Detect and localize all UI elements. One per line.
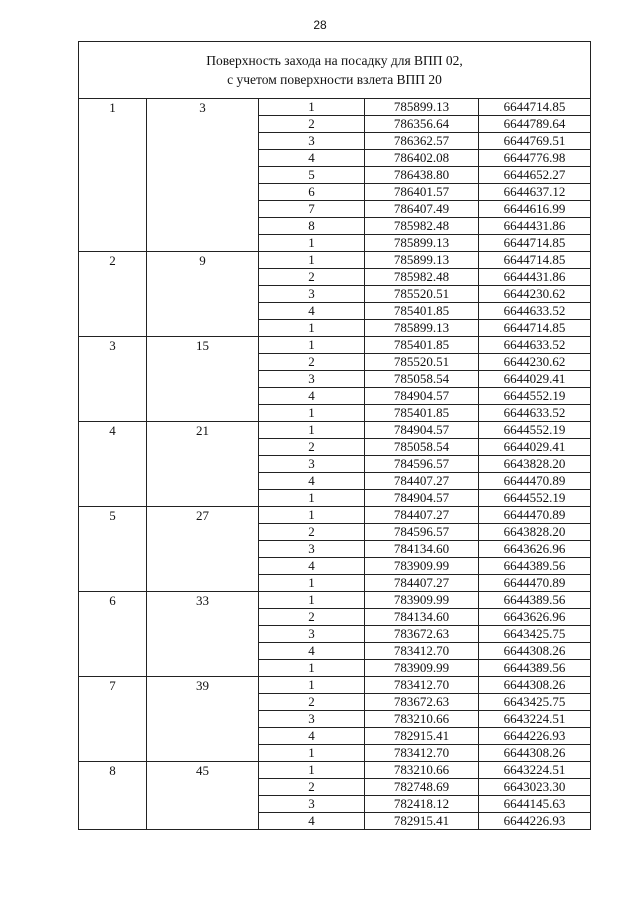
y-coordinate-cell: 6643425.75 [479, 694, 591, 711]
point-number-cell: 1 [259, 337, 365, 354]
point-number-cell: 4 [259, 473, 365, 490]
point-number-cell: 2 [259, 609, 365, 626]
y-coordinate-cell: 6644308.26 [479, 745, 591, 762]
y-coordinate-cell: 6644714.85 [479, 99, 591, 116]
y-coordinate-cell: 6643626.96 [479, 541, 591, 558]
group-id-cell: 21 [147, 422, 259, 507]
y-coordinate-cell: 6644145.63 [479, 796, 591, 813]
x-coordinate-cell: 785058.54 [365, 439, 479, 456]
table-row [79, 337, 591, 354]
point-number-cell: 1 [259, 660, 365, 677]
x-coordinate-cell: 784134.60 [365, 541, 479, 558]
y-coordinate-cell: 6644637.12 [479, 184, 591, 201]
x-coordinate-cell: 785899.13 [365, 235, 479, 252]
table-row [79, 762, 591, 779]
x-coordinate-cell: 785982.48 [365, 269, 479, 286]
y-coordinate-cell: 6644616.99 [479, 201, 591, 218]
point-number-cell: 3 [259, 286, 365, 303]
x-coordinate-cell: 783210.66 [365, 762, 479, 779]
y-coordinate-cell: 6643224.51 [479, 711, 591, 728]
point-number-cell: 3 [259, 133, 365, 150]
x-coordinate-cell: 785401.85 [365, 405, 479, 422]
point-number-cell: 2 [259, 694, 365, 711]
x-coordinate-cell: 784407.27 [365, 575, 479, 592]
point-number-cell: 6 [259, 184, 365, 201]
point-number-cell: 1 [259, 507, 365, 524]
x-coordinate-cell: 785401.85 [365, 303, 479, 320]
x-coordinate-cell: 784904.57 [365, 388, 479, 405]
table-title-line-1: Поверхность захода на посадку для ВПП 02, [206, 53, 463, 68]
point-number-cell: 1 [259, 592, 365, 609]
group-number-cell: 6 [79, 592, 147, 677]
y-coordinate-cell: 6644308.26 [479, 677, 591, 694]
x-coordinate-cell: 782915.41 [365, 813, 479, 830]
point-number-cell: 2 [259, 354, 365, 371]
point-number-cell: 1 [259, 252, 365, 269]
x-coordinate-cell: 785058.54 [365, 371, 479, 388]
y-coordinate-cell: 6644431.86 [479, 218, 591, 235]
point-number-cell: 8 [259, 218, 365, 235]
point-number-cell: 3 [259, 796, 365, 813]
x-coordinate-cell: 785899.13 [365, 320, 479, 337]
x-coordinate-cell: 783909.99 [365, 592, 479, 609]
x-coordinate-cell: 784134.60 [365, 609, 479, 626]
x-coordinate-cell: 786356.64 [365, 116, 479, 133]
x-coordinate-cell: 785982.48 [365, 218, 479, 235]
x-coordinate-cell: 786402.08 [365, 150, 479, 167]
table-title-line-2: с учетом поверхности взлета ВПП 20 [227, 72, 442, 87]
table-row [79, 252, 591, 269]
point-number-cell: 1 [259, 490, 365, 507]
y-coordinate-cell: 6644714.85 [479, 235, 591, 252]
x-coordinate-cell: 785520.51 [365, 286, 479, 303]
x-coordinate-cell: 786438.80 [365, 167, 479, 184]
y-coordinate-cell: 6643828.20 [479, 456, 591, 473]
point-number-cell: 5 [259, 167, 365, 184]
y-coordinate-cell: 6644389.56 [479, 660, 591, 677]
y-coordinate-cell: 6644714.85 [479, 320, 591, 337]
point-number-cell: 2 [259, 779, 365, 796]
x-coordinate-cell: 785520.51 [365, 354, 479, 371]
point-number-cell: 1 [259, 762, 365, 779]
y-coordinate-cell: 6644470.89 [479, 507, 591, 524]
y-coordinate-cell: 6644226.93 [479, 813, 591, 830]
y-coordinate-cell: 6644226.93 [479, 728, 591, 745]
table-row [79, 507, 591, 524]
y-coordinate-cell: 6643425.75 [479, 626, 591, 643]
x-coordinate-cell: 784596.57 [365, 456, 479, 473]
group-number-cell: 1 [79, 99, 147, 252]
x-coordinate-cell: 784904.57 [365, 422, 479, 439]
y-coordinate-cell: 6644552.19 [479, 422, 591, 439]
y-coordinate-cell: 6643224.51 [479, 762, 591, 779]
x-coordinate-cell: 783672.63 [365, 626, 479, 643]
y-coordinate-cell: 6644633.52 [479, 405, 591, 422]
point-number-cell: 1 [259, 320, 365, 337]
x-coordinate-cell: 783412.70 [365, 677, 479, 694]
x-coordinate-cell: 782418.12 [365, 796, 479, 813]
group-number-cell: 4 [79, 422, 147, 507]
point-number-cell: 1 [259, 405, 365, 422]
y-coordinate-cell: 6644230.62 [479, 354, 591, 371]
x-coordinate-cell: 786362.57 [365, 133, 479, 150]
table-row [79, 592, 591, 609]
y-coordinate-cell: 6644552.19 [479, 388, 591, 405]
point-number-cell: 3 [259, 541, 365, 558]
x-coordinate-cell: 784407.27 [365, 473, 479, 490]
point-number-cell: 2 [259, 524, 365, 541]
group-id-cell: 33 [147, 592, 259, 677]
x-coordinate-cell: 784407.27 [365, 507, 479, 524]
x-coordinate-cell: 783210.66 [365, 711, 479, 728]
x-coordinate-cell: 786401.57 [365, 184, 479, 201]
point-number-cell: 2 [259, 116, 365, 133]
x-coordinate-cell: 783412.70 [365, 745, 479, 762]
point-number-cell: 4 [259, 813, 365, 830]
group-number-cell: 7 [79, 677, 147, 762]
x-coordinate-cell: 782748.69 [365, 779, 479, 796]
x-coordinate-cell: 785401.85 [365, 337, 479, 354]
point-number-cell: 4 [259, 388, 365, 405]
group-id-cell: 15 [147, 337, 259, 422]
group-id-cell: 45 [147, 762, 259, 830]
table-header-row [79, 42, 591, 99]
table-row [79, 677, 591, 694]
group-number-cell: 8 [79, 762, 147, 830]
y-coordinate-cell: 6643023.30 [479, 779, 591, 796]
y-coordinate-cell: 6644431.86 [479, 269, 591, 286]
y-coordinate-cell: 6644389.56 [479, 558, 591, 575]
y-coordinate-cell: 6644308.26 [479, 643, 591, 660]
y-coordinate-cell: 6644776.98 [479, 150, 591, 167]
y-coordinate-cell: 6644029.41 [479, 439, 591, 456]
point-number-cell: 1 [259, 745, 365, 762]
y-coordinate-cell: 6644652.27 [479, 167, 591, 184]
y-coordinate-cell: 6644633.52 [479, 337, 591, 354]
point-number-cell: 2 [259, 439, 365, 456]
point-number-cell: 1 [259, 677, 365, 694]
table-row [79, 99, 591, 116]
point-number-cell: 4 [259, 728, 365, 745]
point-number-cell: 4 [259, 558, 365, 575]
group-id-cell: 39 [147, 677, 259, 762]
table-row [79, 422, 591, 439]
group-number-cell: 3 [79, 337, 147, 422]
coordinates-table [78, 41, 591, 830]
y-coordinate-cell: 6644789.64 [479, 116, 591, 133]
page-number: 28 [313, 18, 327, 32]
group-id-cell: 3 [147, 99, 259, 252]
y-coordinate-cell: 6643828.20 [479, 524, 591, 541]
group-number-cell: 5 [79, 507, 147, 592]
x-coordinate-cell: 783909.99 [365, 558, 479, 575]
point-number-cell: 2 [259, 269, 365, 286]
x-coordinate-cell: 786407.49 [365, 201, 479, 218]
y-coordinate-cell: 6644470.89 [479, 473, 591, 490]
y-coordinate-cell: 6644470.89 [479, 575, 591, 592]
point-number-cell: 3 [259, 456, 365, 473]
point-number-cell: 4 [259, 150, 365, 167]
y-coordinate-cell: 6644633.52 [479, 303, 591, 320]
x-coordinate-cell: 782915.41 [365, 728, 479, 745]
y-coordinate-cell: 6644029.41 [479, 371, 591, 388]
point-number-cell: 1 [259, 422, 365, 439]
x-coordinate-cell: 783412.70 [365, 643, 479, 660]
point-number-cell: 1 [259, 99, 365, 116]
point-number-cell: 4 [259, 303, 365, 320]
group-id-cell: 9 [147, 252, 259, 337]
x-coordinate-cell: 785899.13 [365, 252, 479, 269]
y-coordinate-cell: 6643626.96 [479, 609, 591, 626]
x-coordinate-cell: 784904.57 [365, 490, 479, 507]
y-coordinate-cell: 6644714.85 [479, 252, 591, 269]
y-coordinate-cell: 6644769.51 [479, 133, 591, 150]
table-title [79, 42, 591, 99]
group-id-cell: 27 [147, 507, 259, 592]
group-number-cell: 2 [79, 252, 147, 337]
point-number-cell: 3 [259, 371, 365, 388]
point-number-cell: 3 [259, 626, 365, 643]
y-coordinate-cell: 6644552.19 [479, 490, 591, 507]
point-number-cell: 1 [259, 235, 365, 252]
x-coordinate-cell: 783909.99 [365, 660, 479, 677]
x-coordinate-cell: 783672.63 [365, 694, 479, 711]
x-coordinate-cell: 784596.57 [365, 524, 479, 541]
x-coordinate-cell: 785899.13 [365, 99, 479, 116]
point-number-cell: 4 [259, 643, 365, 660]
point-number-cell: 3 [259, 711, 365, 728]
y-coordinate-cell: 6644389.56 [479, 592, 591, 609]
point-number-cell: 7 [259, 201, 365, 218]
point-number-cell: 1 [259, 575, 365, 592]
y-coordinate-cell: 6644230.62 [479, 286, 591, 303]
